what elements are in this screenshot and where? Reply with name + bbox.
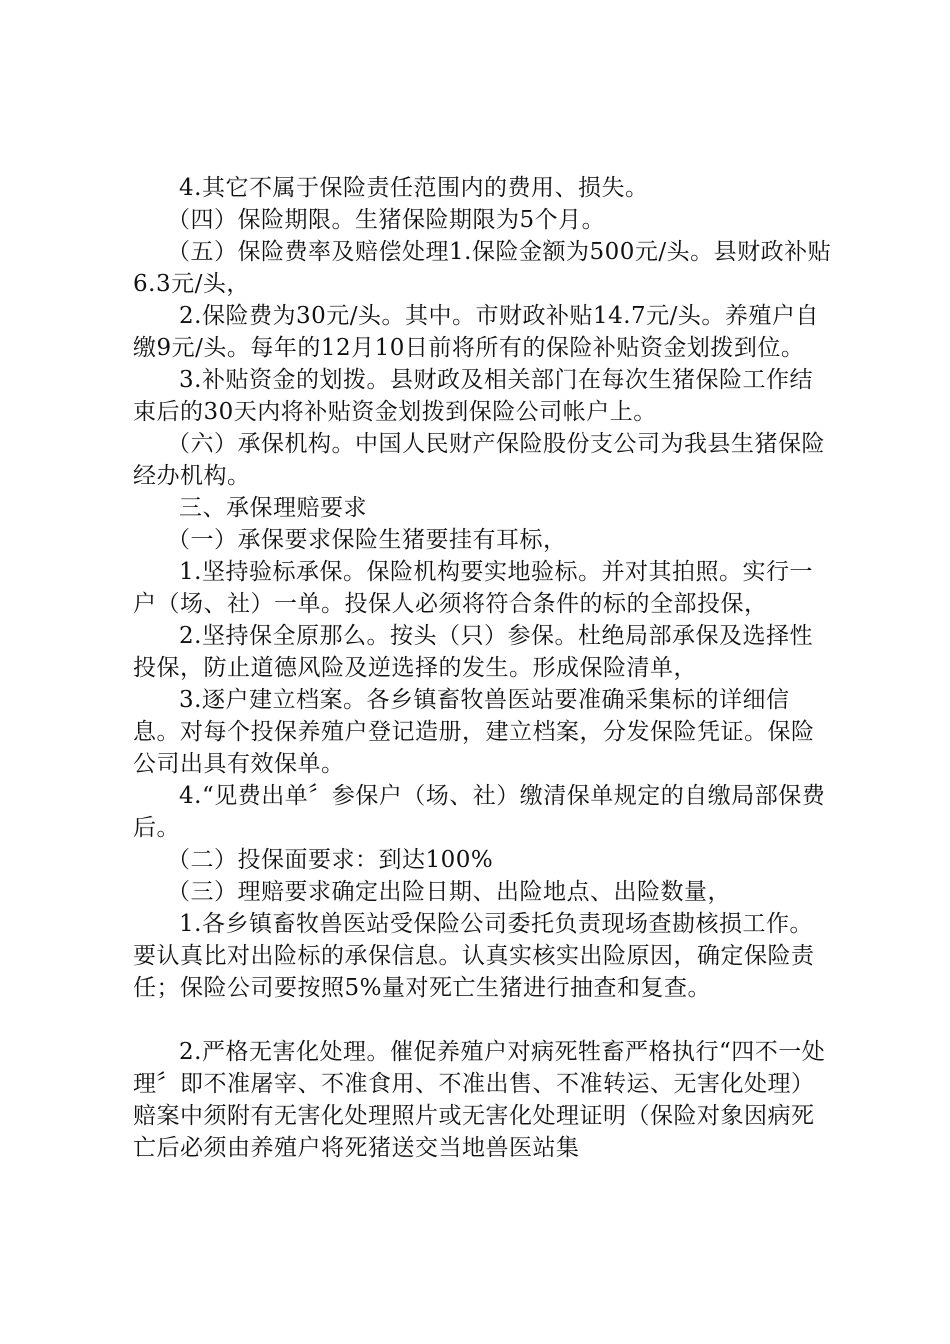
paragraph: （六）承保机构。中国人民财产保险股份支公司为我县生猪保险经办机构。: [133, 431, 825, 489]
paragraph: 4.“见费出单〞参保户（场、社）缴清保单规定的自缴局部保费后。: [133, 783, 826, 841]
document-body: [133, 172, 833, 1164]
paragraph: （二）投保面要求：到达100%: [167, 847, 494, 873]
section-heading: 三、承保理赔要求: [179, 495, 367, 521]
paragraph: 2.严格无害化处理。催促养殖户对病死牲畜严格执行“四不一处理〞即不准屠宰、不准食用、不准出售、不准转运、无害化处理）赔案中须附有无害化处理照片或无害化处理证明（保险对象因病死亡后必须由养殖户将死猪送交当地兽医站集: [133, 1039, 826, 1161]
paragraph: 1.各乡镇畜牧兽医站受保险公司委托负责现场查勘核损工作。要认真比对出险标的承保信息。认真实核实出险原因，确定保险责任；保险公司要按照5%量对死亡生猪进行抽查和复查。: [133, 911, 815, 1001]
paragraph: （一）承保要求保险生猪要挂有耳标，: [167, 527, 567, 553]
paragraph: 4.其它不属于保险责任范围内的费用、损失。: [179, 175, 649, 201]
paragraph: （四）保险期限。生猪保险期限为5个月。: [167, 207, 606, 233]
paragraph: 2.保险费为30元/头。其中。市财政补贴14.7元/头。养殖户自缴9元/头。每年的12月10日前将所有的保险补贴资金划拨到位。: [133, 303, 819, 361]
paragraph: 3.补贴资金的划拨。县财政及相关部门在每次生猪保险工作结束后的30天内将补贴资金划拨到保险公司帐户上。: [133, 367, 813, 425]
paragraph: 3.逐户建立档案。各乡镇畜牧兽医站要准确采集标的详细信息。对每个投保养殖户登记造册，建立档案，分发保险凭证。保险公司出具有效保单。: [133, 687, 815, 777]
paragraph: （五）保险费率及赔偿处理1.保险金额为500元/头。县财政补贴6.3元/头，: [133, 239, 832, 297]
paragraph: 1.坚持验标承保。保险机构要实地验标。并对其拍照。实行一户（场、社）一单。投保人必须将符合条件的标的全部投保，: [133, 559, 813, 617]
paragraph: 2.坚持保全原那么。按头（只）参保。杜绝局部承保及选择性投保，防止道德风险及逆选择的发生。形成保险清单，: [133, 623, 813, 681]
paragraph-gap: [133, 1004, 833, 1036]
paragraph: （三）理赔要求确定出险日期、出险地点、出险数量，: [167, 879, 731, 905]
